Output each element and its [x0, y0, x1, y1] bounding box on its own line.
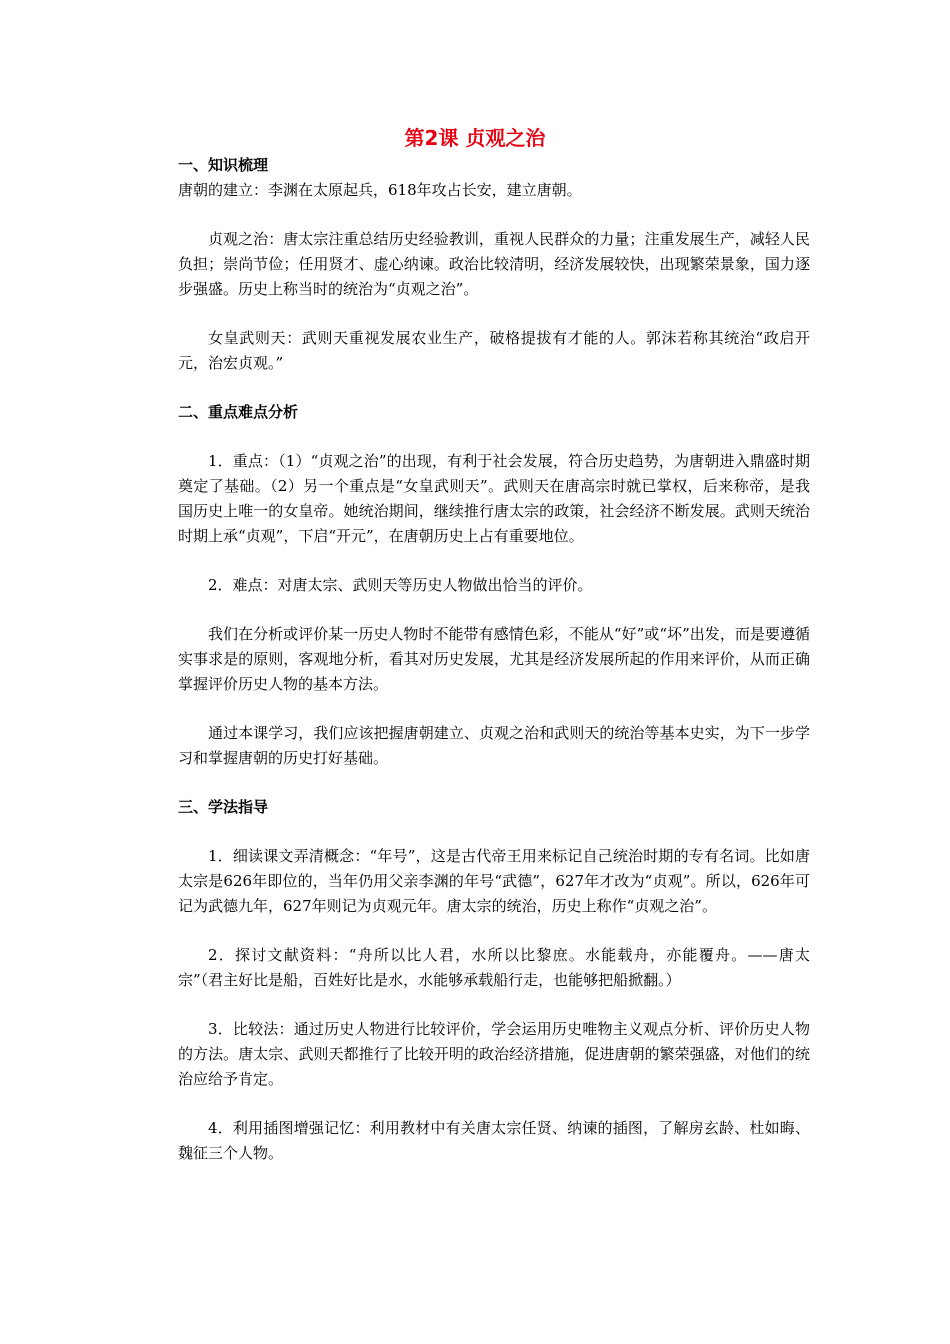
spacer — [178, 549, 810, 573]
spacer — [178, 771, 810, 795]
section-heading-study-methods: 三、学法指导 — [178, 798, 269, 816]
paragraph-reign-title: 1．细读课文弄清概念：“年号”，这是古代帝王用来标记自己统治时期的专有名词。比如唐太宗是626年即位的，当年仍用父亲李渊的年号“武德”，627年才改为“贞观”。所以，626年可记为武德九年，627年则记为贞观元年。唐太宗的统治，历史上称作“贞观之治”。 — [178, 847, 810, 915]
spacer — [178, 598, 810, 622]
spacer — [178, 919, 810, 943]
paragraph-key-point: 1．重点：（1）“贞观之治”的出现，有利于社会发展，符合历史趋势，为唐朝进入鼎盛时期奠定了基础。（2）另一个重点是“女皇武则天”。武则天在唐高宗时就已掌权，后来称帝，是我国历史上唯一的女皇帝。她统治期间，继续推行唐太宗的政策，社会经济不断发展。武则天统治时期上承“贞观”，下启“开元”，在唐朝历史上占有重要地位。 — [178, 452, 810, 545]
paragraph-illustrations: 4．利用插图增强记忆：利用教材中有关唐太宗任贤、纳谏的插图，了解房玄龄、杜如晦、魏征三个人物。 — [178, 1119, 810, 1162]
paragraph-tang-founding: 唐朝的建立：李渊在太原起兵，618年攻占长安，建立唐朝。 — [178, 181, 582, 199]
paragraph-comparison: 3．比较法：通过历史人物进行比较评价，学会运用历史唯物主义观点分析、评价历史人物的方法。唐太宗、武则天都推行了比较开明的政治经济措施，促进唐朝的繁荣强盛，对他们的统治应给予肯定。 — [178, 1020, 810, 1088]
paragraph-lesson-summary: 通过本课学习，我们应该把握唐朝建立、贞观之治和武则天的统治等基本史实，为下一步学习和掌握唐朝的历史打好基础。 — [178, 724, 810, 767]
paragraph-wu-zetian: 女皇武则天：武则天重视发展农业生产，破格提拔有才能的人。郭沫若称其统治“政启开元，治宏贞观。” — [178, 329, 810, 372]
paragraph-literature: 2．探讨文献资料：“舟所以比人君，水所以比黎庶。水能载舟，亦能覆舟。——唐太宗”（君主好比是船，百姓好比是水，水能够承载船行走，也能够把船掀翻。） — [178, 946, 810, 989]
document-body — [178, 153, 810, 1166]
paragraph-zhenguan-rule: 贞观之治：唐太宗注重总结历史经验教训，重视人民群众的力量；注重发展生产，减轻人民负担；崇尚节俭；任用贤才、虚心纳谏。政治比较清明，经济发展较快，出现繁荣景象，国力逐步强盛。历史上称当时的统治为“贞观之治”。 — [178, 230, 810, 298]
spacer — [178, 376, 810, 400]
page-title: 第2课 贞观之治 — [404, 126, 546, 150]
spacer — [178, 820, 810, 844]
spacer — [178, 425, 810, 449]
section-heading-knowledge: 一、知识梳理 — [178, 156, 269, 174]
spacer — [178, 203, 810, 227]
spacer — [178, 1092, 810, 1116]
paragraph-difficult-point: 2．难点：对唐太宗、武则天等历史人物做出恰当的评价。 — [208, 576, 593, 594]
paragraph-evaluation-method: 我们在分析或评价某一历史人物时不能带有感情色彩，不能从“好”或“坏”出发，而是要遵循实事求是的原则，客观地分析，看其对历史发展，尤其是经济发展所起的作用来评价，从而正确掌握评价历史人物的基本方法。 — [178, 625, 810, 693]
spacer — [178, 697, 810, 721]
section-heading-key-points: 二、重点难点分析 — [178, 403, 299, 421]
spacer — [178, 993, 810, 1017]
spacer — [178, 302, 810, 326]
